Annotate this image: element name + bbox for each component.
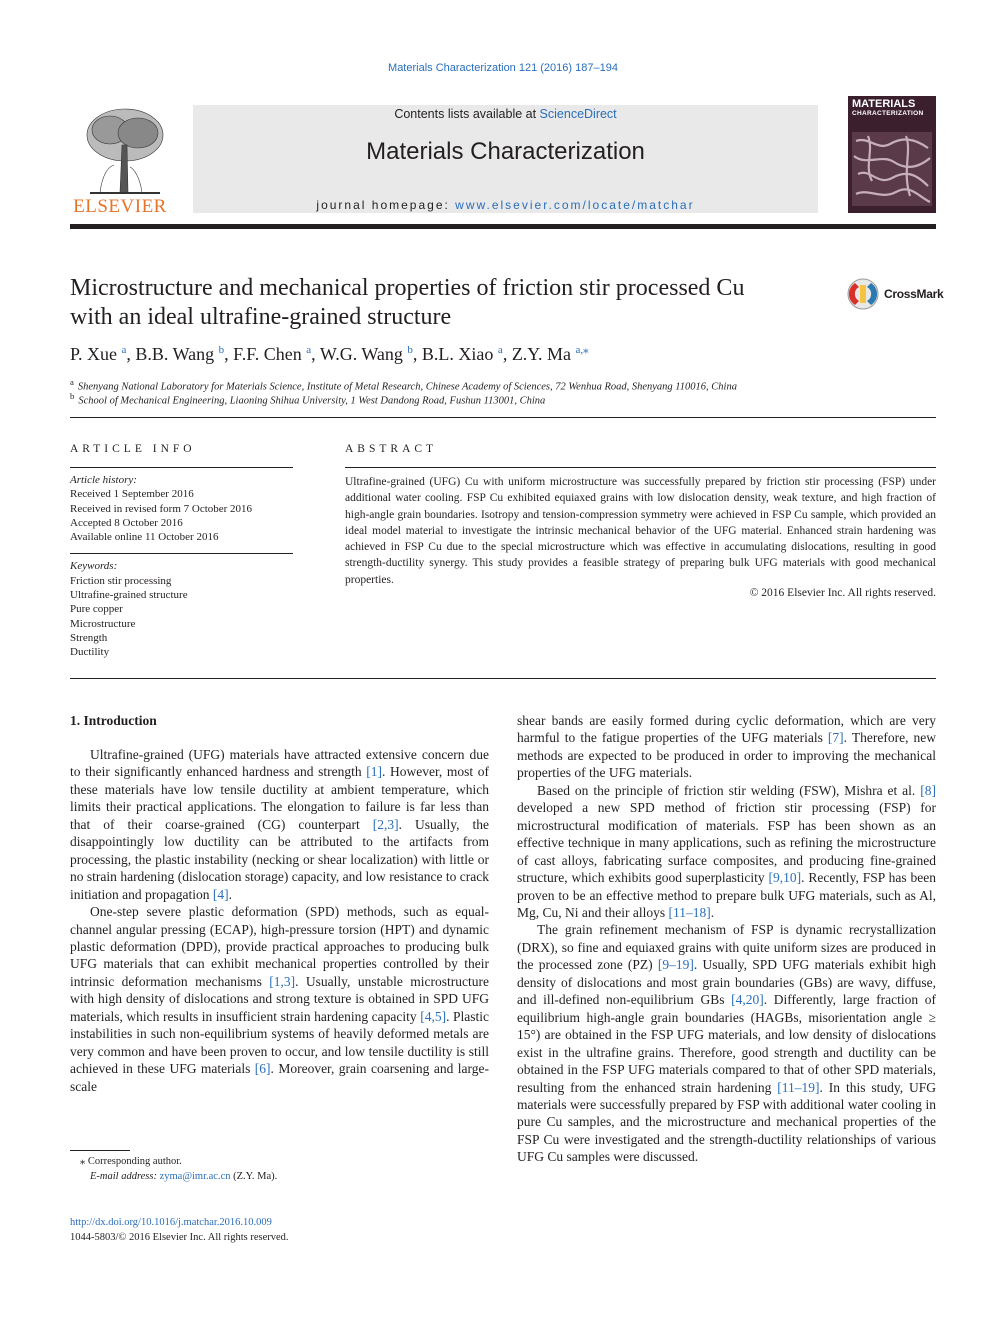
homepage-link[interactable]: www.elsevier.com/locate/matchar xyxy=(455,198,695,212)
journal-reference[interactable]: Materials Characterization 121 (2016) 187–194 xyxy=(388,62,618,74)
footnote xyxy=(70,1154,277,1184)
affiliation-b xyxy=(70,391,545,407)
author-affiliation-mark[interactable]: b xyxy=(218,344,225,356)
section-heading-introduction: 1. Introduction xyxy=(70,713,157,728)
author-name[interactable]: B.L. Xiao xyxy=(421,344,498,364)
keywords-list xyxy=(70,574,293,660)
author-affiliation-mark[interactable]: a xyxy=(121,344,127,356)
author-separator: , xyxy=(311,344,320,364)
body-column-left xyxy=(70,746,489,1095)
keyword: Friction stir processing xyxy=(70,574,172,587)
author-name[interactable]: F.F. Chen xyxy=(233,344,307,364)
email-link[interactable]: zyma@imr.ac.cn xyxy=(159,1171,231,1182)
crossmark-icon[interactable] xyxy=(846,277,882,311)
doi-link[interactable]: http://dx.doi.org/10.1016/j.matchar.2016.10.009 xyxy=(70,1217,272,1228)
author-separator: , xyxy=(126,344,136,364)
author-name[interactable]: W.G. Wang xyxy=(319,344,408,364)
issn-line: 1044-5803/© 2016 Elsevier Inc. All rights reserved. xyxy=(70,1232,289,1243)
author-name[interactable]: Z.Y. Ma xyxy=(511,344,576,364)
article-history-list xyxy=(70,487,293,544)
article-title xyxy=(70,274,810,332)
citation-link[interactable]: [2,3] xyxy=(372,816,399,832)
author-separator: , xyxy=(502,344,512,364)
citation-link[interactable]: [1] xyxy=(366,764,382,780)
history-entry: Received in revised form 7 October 2016 xyxy=(70,502,253,515)
article-info-heading: ARTICLE INFO xyxy=(70,443,196,455)
keyword: Ultrafine-grained structure xyxy=(70,589,188,602)
homepage-prefix: journal homepage: xyxy=(316,198,456,212)
sciencedirect-link[interactable]: ScienceDirect xyxy=(539,107,617,121)
history-entry: Received 1 September 2016 xyxy=(70,488,194,501)
citation-link[interactable]: [11–18] xyxy=(668,904,711,920)
keywords-rule xyxy=(70,553,293,554)
author-name[interactable]: B.B. Wang xyxy=(135,344,219,364)
keyword: Strength xyxy=(70,631,108,644)
citation-link[interactable]: [6] xyxy=(254,1061,271,1077)
cover-title xyxy=(852,99,923,119)
body-paragraph: The grain refinement mechanism of FSP is dynamic recrystallization (DRX), so fine and equiaxed grains with quite uniform sizes are produced in the processed zone (PZ) [9–19]. Usually, SPD UFG materials exhibit high density of dislocations and most grain boundaries (GBs) are wavy, diffuse, and ill-defined non-equilibrium GBs [4,20]. Differently, large fraction of equilibrium high-angle grain boundaries (HAGBs, misorientation angle ≥ 15°) are obtained in the FSP UFG materials, and low density of dislocations exist in the ultrafine grains. Therefore, good strength and ductility can be obtained in the FSP UFG materials compared to that of other SPD materials, resulting from the enhanced strain hardening [11–19]. In this study, UFG materials were successfully prepared by FSP with additional water cooling in pure Cu samples, and the microstructure and mechanical properties of the FSP Cu were investigated and the strength-ductility relationships of various UFG Cu samples were discussed. xyxy=(517,922,936,1165)
citation-link[interactable]: [4,20] xyxy=(731,992,764,1008)
body-paragraph: Based on the principle of friction stir welding (FSW), Mishra et al. [8] developed a new SPD method of friction stir processing (FSP) for microstructural modification of materials. FSP has been shown as an effective technique in many applications, such as refining the microstructure of cast alloys, fabricating surface composites, and producing fine-grained structure, which exhibits good superplasticity [9,10]. Recently, FSP has been proven to be an effective method to prepare bulk UFG materials, such as Al, Mg, Cu, Ni and their alloys [11–18]. xyxy=(517,782,937,920)
abstract-bottom-rule xyxy=(70,678,936,679)
corresponding-author-note: ⁎ Corresponding author. xyxy=(80,1156,182,1167)
author-name[interactable]: P. Xue xyxy=(70,344,122,364)
email-note xyxy=(70,1169,277,1184)
keyword: Microstructure xyxy=(70,617,136,630)
body-paragraph: Ultrafine-grained (UFG) materials have attracted extensive concern due to their significantly enhanced hardness and strength [1]. However, most of these materials have low tensile ductility at ambient temperature, which limits their practical applications. The elongation to failure is far less than that of their coarse-grained (CG) counterpart [2,3]. Usually, the disappointingly low ductility can be attributed to the artifacts from processing, the plastic instability (necking or shear localization) with little or no strain hardening (dislocation storage) capacity, and low resistance to crack initiation and propagation [4]. xyxy=(70,747,489,902)
email-suffix: (Z.Y. Ma). xyxy=(230,1171,278,1182)
email-label: E-mail address: xyxy=(90,1171,160,1182)
article-info-column xyxy=(70,462,293,660)
citation-link[interactable]: [1,3] xyxy=(269,973,296,989)
affiliation-key: a xyxy=(70,377,74,387)
abstract-heading: ABSTRACT xyxy=(345,443,438,455)
citation-link[interactable]: [4] xyxy=(212,886,229,902)
affiliation-text: School of Mechanical Engineering, Liaoning Shihua University, 1 West Dandong Road, Fushun 113001, China xyxy=(78,395,546,407)
author-separator: , xyxy=(224,344,234,364)
footnote-rule xyxy=(70,1150,130,1151)
journal-homepage-line xyxy=(193,198,818,212)
body-paragraph: shear bands are easily formed during cyclic deformation, which are very harmful to the fatigue properties of the UFG materials [7]. Therefore, new methods are expected to be produced in order to improving the mechanical properties of the UFG materials. xyxy=(517,713,936,781)
history-entry: Accepted 8 October 2016 xyxy=(70,516,183,529)
contents-available-line xyxy=(193,107,818,121)
body-paragraph: One-step severe plastic deformation (SPD) methods, such as equal-channel angular pressing (ECAP), high-pressure torsion (HPT) and dynamic plastic deformation (DPD), provide practical approaches to producing bulk UFG materials that can exhibit mechanical properties controlled by their intrinsic deformation mechanisms [1,3]. Usually, unstable microstructure with high density of dislocations and strong texture is obtained in SPD UFG materials, which results in insufficient strain hardening capacity [4,5]. Plastic instabilities in such non-equilibrium systems of heavily deformed metals are very common and have been proven to occur, and low tensile ductility is still achieved in these UFG materials [6]. Moreover, grain coarsening and large-scale xyxy=(70,904,490,1094)
author-affiliation-mark[interactable]: a,⁎ xyxy=(575,344,589,356)
cover-title-line2: CHARACTERIZATION xyxy=(852,110,924,117)
author-separator: , xyxy=(412,344,422,364)
history-entry: Available online 11 October 2016 xyxy=(70,531,219,544)
author-affiliation-mark[interactable]: a xyxy=(497,344,503,356)
title-line-1: Microstructure and mechanical properties of friction stir processed Cu xyxy=(70,275,745,301)
citation-link[interactable]: [11–19] xyxy=(777,1079,820,1095)
abstract-rule xyxy=(345,467,936,468)
citation-link[interactable]: [9–19] xyxy=(657,957,694,973)
citation-link[interactable]: [9,10] xyxy=(768,870,802,886)
citation-link[interactable]: [7] xyxy=(827,730,844,746)
abstract-text: Ultrafine-grained (UFG) Cu with uniform microstructure was successfully prepared by friction stir processing (FSP) under additional water cooling. FSP Cu exhibited equiaxed grains with low dislocation density, weak texture, and high fraction of high-angle grain boundaries. Isotropy and tension-compression symmetry were achieved in FSP Cu sample, which provided an ideal model material to investigate the intrinsic mechanical behavior of the UFG material. Enhanced strain hardening was achieved in FSP Cu due to the special microstructure which was effective in accumulating dislocations, resulting in good strength-ductility synergy. This study provides a feasible strategy of preparing bulk UFG materials with good mechanical properties. xyxy=(345,476,936,586)
journal-masthead xyxy=(193,105,818,213)
affiliation-rule xyxy=(70,417,936,418)
author-affiliation-mark[interactable]: b xyxy=(407,344,413,356)
journal-name: Materials Characterization xyxy=(366,138,645,165)
citation-link[interactable]: [4,5] xyxy=(420,1008,447,1024)
keywords-label: Keywords: xyxy=(70,560,118,573)
contents-prefix: Contents lists available at xyxy=(394,107,540,121)
affiliation-key: b xyxy=(70,391,75,401)
doi-block xyxy=(70,1215,289,1245)
citation-link[interactable]: [8] xyxy=(920,782,936,798)
article-history-label: Article history: xyxy=(70,474,137,486)
keyword: Ductility xyxy=(70,646,110,659)
cover-title-line1: MATERIALS xyxy=(852,98,916,110)
abstract-copyright: © 2016 Elsevier Inc. All rights reserved. xyxy=(749,587,936,599)
author-list xyxy=(70,343,589,365)
body-column-right xyxy=(517,712,936,1166)
crossmark-label[interactable]: CrossMark xyxy=(884,287,944,301)
journal-cover-image[interactable] xyxy=(848,96,936,213)
keyword: Pure copper xyxy=(70,603,123,616)
header-rule xyxy=(70,224,936,229)
affiliation-text: Shenyang National Laboratory for Materials Science, Institute of Metal Research, Chinese Academy of Sciences, 72 Wenhua Road, Shenyang 110016, China xyxy=(77,381,737,393)
elsevier-wordmark: ELSEVIER xyxy=(73,196,167,217)
author-affiliation-mark[interactable]: a xyxy=(306,344,312,356)
title-line-2: with an ideal ultrafine-grained structure xyxy=(70,304,452,330)
